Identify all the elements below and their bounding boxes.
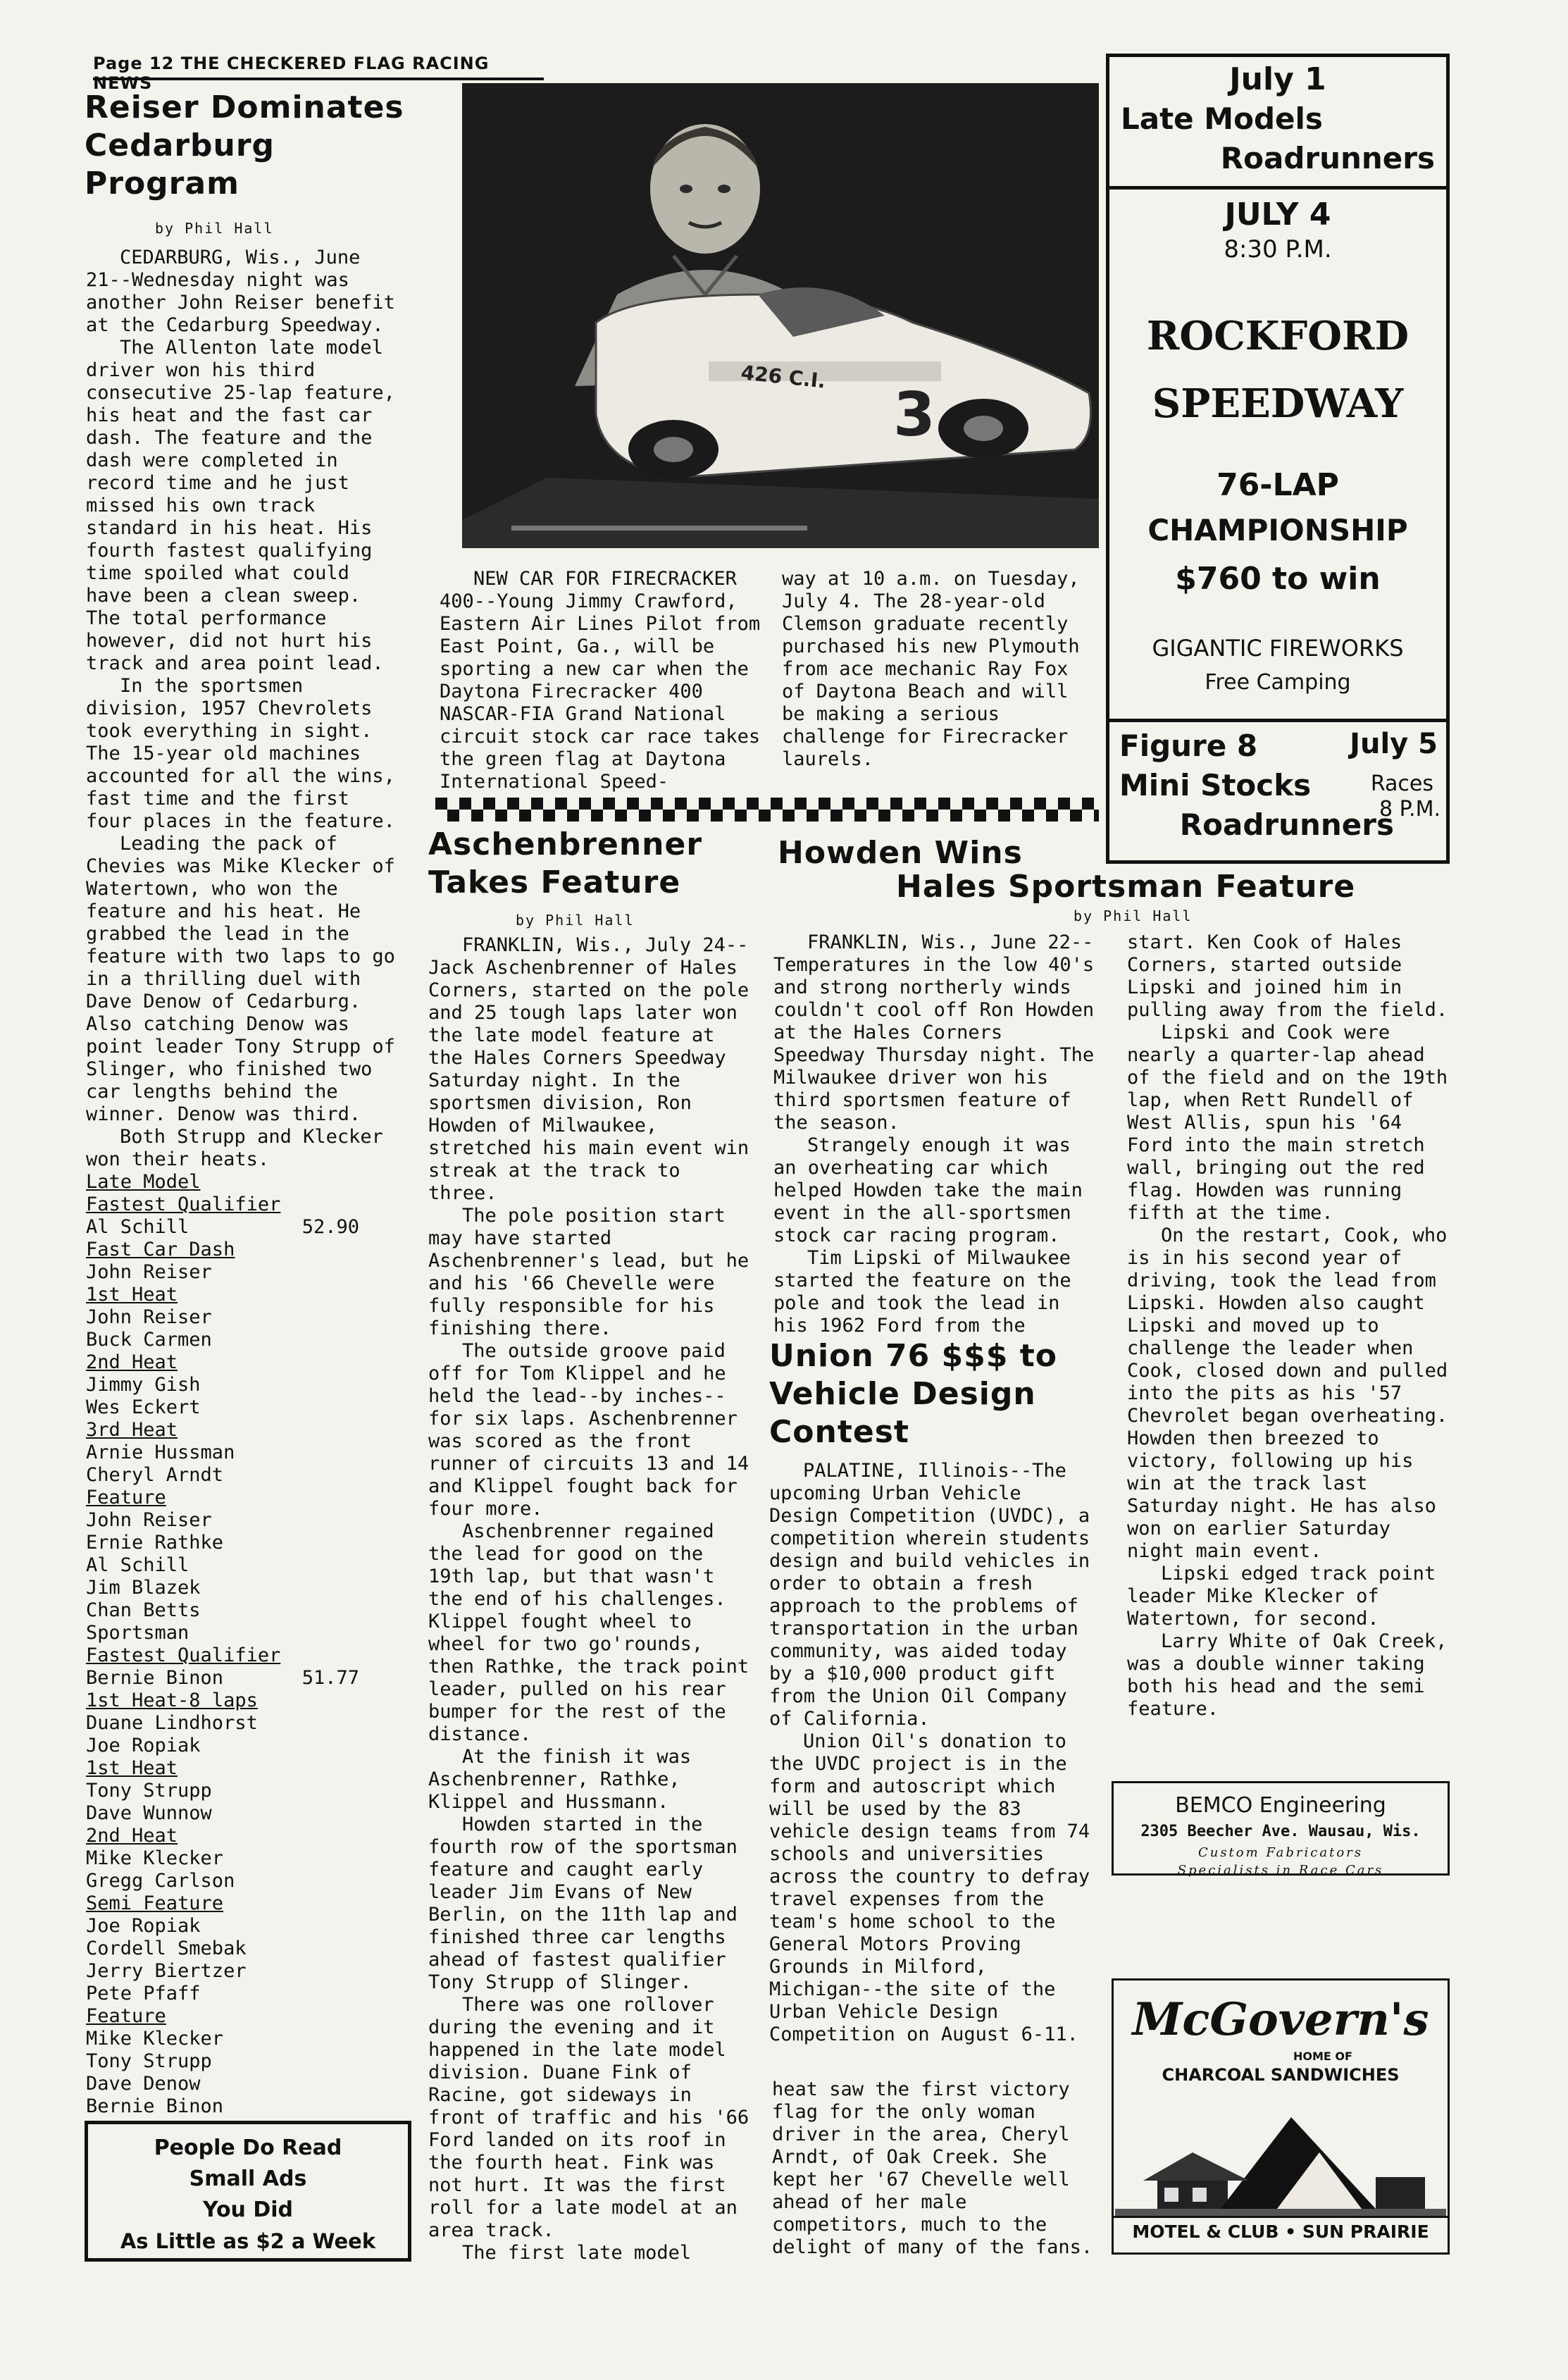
howden-para: Strangely enough it was an overheating car which helped Howden take the main event in the all-sportsmen stock car racing program.	[773, 1134, 1095, 1246]
result-row	[86, 1216, 382, 1239]
result-label: John Reiser	[86, 1509, 212, 1531]
aschenbrenner-para: There was one rollover during the evening and it happened in the late model division. Duane Fink of Racine, got sideways in front of traffic and his '66 Ford landed on its roof in the fourth heat. Fink was not hurt. It was the first roll for a late model at an area track.	[428, 1994, 761, 2241]
rockford-bottom-date: July 5	[1350, 728, 1438, 760]
aschenbrenner-para: Howden started in the fourth row of the sportsman feature and caught early leader Jim Evans of New Berlin, on the 11th lap and finished three car lengths ahead of fastest qualifier Tony Strupp of Slinger.	[428, 1814, 749, 1993]
result-label: Cheryl Arndt	[86, 1464, 224, 1486]
result-row	[86, 2050, 382, 2073]
result-label: Al Schill	[86, 1216, 189, 1238]
rockford-extra-1: GIGANTIC FIREWORKS	[1152, 635, 1404, 662]
result-row	[86, 1554, 382, 1577]
result-label: Jim Blazek	[86, 1577, 201, 1599]
result-row	[86, 1284, 382, 1306]
result-label: Bernie Binon	[86, 2095, 224, 2117]
result-row	[86, 1757, 382, 1780]
race-car-photo	[462, 83, 1099, 548]
result-row	[86, 2005, 382, 2028]
union76-article	[769, 1337, 1100, 2046]
reiser-para: The Allenton late model driver won his third consecutive 25-lap feature, his heat and the fast car dash. The feature and the dash were completed in record time and he just missed his own track standard in his heat. His fourth fastest qualifying time spoiled what could have been a clean sweep. The total performance however, did not hurt his track and area point lead.	[86, 337, 407, 674]
result-row	[86, 1644, 382, 1667]
howden-body-left	[773, 931, 1106, 1337]
rockford-bottom-races: Races	[1370, 771, 1433, 796]
motel-illustration	[1115, 2089, 1446, 2216]
small-ads-line-2: Small Ads	[189, 2167, 307, 2191]
rockford-top-line-2: Late Models	[1121, 101, 1323, 136]
bemco-line-1: Custom Fabricators	[1197, 1845, 1364, 1860]
result-row	[86, 1825, 382, 1847]
result-row	[86, 1194, 382, 1216]
result-label: 2nd Heat	[86, 1825, 178, 1847]
photo-caption-left	[440, 568, 772, 793]
mcgovern-name: McGovern's	[1132, 1993, 1429, 2046]
rockford-extra-2: Free Camping	[1205, 670, 1351, 695]
bemco-address: 2305 Beecher Ave. Wausau, Wis.	[1140, 1823, 1421, 1840]
bemco-name: BEMCO Engineering	[1175, 1793, 1386, 1818]
checkered-divider	[435, 798, 1099, 822]
howden-para: On the restart, Cook, who is in his second year of driving, took the lead from Lipski. Howden also caught Lipski and moved up to challenge the leader when Cook, closed down and pulled into the pits as his '57 Chevrolet began overheating. Howden then breezed to victory, following up his win at the track last Saturday night. He has also won on earlier Saturday night main event.	[1127, 1225, 1460, 1562]
result-label: Joe Ropiak	[86, 1915, 201, 1937]
car-engine-label: 426 C.I.	[740, 361, 827, 393]
result-label: Fastest Qualifier	[86, 1194, 281, 1215]
rockford-name-2: SPEEDWAY	[1152, 380, 1404, 427]
rockford-name-1: ROCKFORD	[1146, 313, 1410, 359]
result-time: 51.77	[301, 1667, 359, 1689]
howden-headline-2: Hales Sportsman Feature	[896, 869, 1356, 905]
rockford-bottom-panel	[1109, 722, 1446, 860]
result-row	[86, 1735, 382, 1757]
photo-illustration	[462, 83, 1099, 548]
mcgovern-sub-2: CHARCOAL SANDWICHES	[1162, 2065, 1400, 2085]
results-list	[86, 1171, 382, 2118]
small-ads-box	[85, 2121, 411, 2262]
result-row	[86, 1802, 382, 1825]
result-label: Wes Eckert	[86, 1396, 201, 1418]
rockford-time: 8:30 P.M.	[1224, 235, 1332, 264]
result-row	[86, 1419, 382, 1442]
photo-caption-right	[782, 568, 1099, 771]
rockford-bottom-time: 8 P.M.	[1379, 797, 1441, 822]
union76-headline-1: Union 76 $$$ to	[769, 1338, 1057, 1374]
howden-para: Lipski and Cook were nearly a quarter-lap ahead of the field and on the 19th lap, when Rett Rundell of West Allis, spun his '64 Ford into the main stretch wall, bringing out the red flag. Howden was running fifth at the time.	[1127, 1022, 1460, 1224]
result-label: Tony Strupp	[86, 2050, 212, 2072]
result-row	[86, 1239, 382, 1261]
result-label: Late Model	[86, 1171, 201, 1193]
result-time: 52.90	[301, 1216, 359, 1238]
result-label: 2nd Heat	[86, 1351, 178, 1373]
aschenbrenner-para: Aschenbrenner regained the lead for good on the 19th lap, but that wasn't the end of his challenges. Klippel fought wheel to wheel for two go'rounds, then Rathke, the track point leader, pulled on his rear bumper for the rest of the distance.	[428, 1520, 761, 1745]
reiser-article	[85, 89, 426, 2118]
reiser-para: Both Strupp and Klecker won their heats.	[86, 1126, 395, 1170]
result-row	[86, 1577, 382, 1599]
reiser-headline-1: Reiser Dominates	[85, 89, 404, 125]
reiser-para: In the sportsmen division, 1957 Chevrolets took everything in sight. The 15-year old machines accounted for all the wins, fast time and the first four places in the feature.	[86, 675, 407, 832]
howden-para: Lipski edged track point leader Mike Klecker of Watertown, for second.	[1127, 1563, 1448, 1630]
result-row	[86, 1960, 382, 1983]
result-row	[86, 1306, 382, 1329]
result-row	[86, 1870, 382, 1892]
result-row	[86, 1599, 382, 1622]
result-label: Mike Klecker	[86, 1847, 224, 1869]
result-label: 1st Heat	[86, 1757, 178, 1779]
howden-body-right	[1127, 931, 1460, 1721]
aschenbrenner-para: The outside groove paid off for Tom Klippel and he held the lead--by inches--for six laps. Aschenbrenner was scored as the front runner of circuits 13 and 14 and Klippel fought back for four more.	[428, 1340, 761, 1520]
result-label: Sportsman	[86, 1622, 189, 1644]
reiser-body	[86, 247, 407, 1171]
result-label: Semi Feature	[86, 1892, 224, 1914]
union76-para: PALATINE, Illinois--The upcoming Urban Vehicle Design Competition (UVDC), a competition wherein students design and build vehicles in order to obtain a fresh approach to the problems of transportation in the urban community, was aided today by a $10,000 product gift from the Union Oil Company of California.	[769, 1460, 1102, 1730]
result-row	[86, 1915, 382, 1938]
rockford-bottom-line-3: Roadrunners	[1179, 807, 1394, 842]
result-label: Dave Denow	[86, 2073, 201, 2095]
bemco-ad	[1112, 1781, 1450, 1876]
result-label: John Reiser	[86, 1261, 212, 1283]
result-label: Arnie Hussman	[86, 1442, 235, 1463]
aschenbrenner-article	[428, 826, 761, 2264]
rockford-date: JULY 4	[1224, 197, 1331, 233]
masthead-text: Page 12 THE CHECKERED FLAG RACING NEWS	[93, 54, 490, 93]
small-ads-line-4: As Little as $2 a Week	[120, 2229, 376, 2253]
result-label: Dave Wunnow	[86, 1802, 212, 1824]
result-row	[86, 1983, 382, 2005]
result-label: Jimmy Gish	[86, 1374, 201, 1396]
result-label: John Reiser	[86, 1306, 212, 1328]
result-row	[86, 1509, 382, 1532]
result-label: 3rd Heat	[86, 1419, 178, 1441]
result-label: Joe Ropiak	[86, 1735, 201, 1756]
rockford-prize: $760 to win	[1175, 561, 1381, 597]
result-row	[86, 1329, 382, 1351]
howden-para: FRANKLIN, Wis., June 22--Temperatures in the low 40's and strong northerly winds couldn't cool off Ron Howden at the Hales Corners Speedway Thursday night. The Milwaukee driver won his third sportsmen feature of the season.	[773, 931, 1106, 1134]
aschenbrenner-body	[428, 934, 761, 2264]
rockford-bottom-line-1: Figure 8	[1119, 729, 1258, 763]
result-label: Chan Betts	[86, 1599, 201, 1621]
result-row	[86, 1442, 382, 1464]
result-row	[86, 1622, 382, 1644]
result-label: Tony Strupp	[86, 1780, 212, 1802]
result-row	[86, 1892, 382, 1915]
result-label: Fastest Qualifier	[86, 1644, 281, 1666]
mcgovern-ad	[1112, 1978, 1450, 2255]
result-row	[86, 1847, 382, 1870]
howden-byline: by Phil Hall	[1074, 907, 1193, 924]
aschenbrenner-headline-2: Takes Feature	[428, 864, 681, 900]
result-row	[86, 2095, 382, 2118]
result-row	[86, 1351, 382, 1374]
howden-para: start. Ken Cook of Hales Corners, started outside Lipski and joined him in pulling away from the field.	[1127, 931, 1448, 1021]
rockford-main-panel	[1109, 190, 1446, 722]
result-label: Cordell Smebak	[86, 1938, 247, 1959]
aschenbrenner-para: The pole position start may have started Aschenbrenner's lead, but he and his '66 Chevelle were fully responsible for his finishing there.	[428, 1205, 761, 1339]
result-row	[86, 1171, 382, 1194]
result-label: Al Schill	[86, 1554, 189, 1576]
result-label: 1st Heat	[86, 1284, 178, 1306]
continued-para: heat saw the first victory flag for the only woman driver in the area, Cheryl Arndt, of Oak Creek. She kept her '67 Chevelle well ahead of her male competitors, much to the delight of many of the fans.	[772, 2078, 1093, 2258]
result-row	[86, 1464, 382, 1487]
continued-text	[772, 2078, 1096, 2259]
rockford-top-line-3: Roadrunners	[1220, 141, 1435, 175]
aschenbrenner-para: At the finish it was Aschenbrenner, Rathke, Klippel and Hussmann.	[428, 1746, 703, 1813]
result-label: Ernie Rathke	[86, 1532, 224, 1554]
bemco-line-2: Specialists in Race Cars	[1177, 1863, 1384, 1878]
result-label: Duane Lindhorst	[86, 1712, 258, 1734]
result-row	[86, 1712, 382, 1735]
result-label: Mike Klecker	[86, 2028, 224, 2050]
reiser-headline-2: Cedarburg Program	[85, 128, 275, 202]
howden-para: Larry White of Oak Creek, was a double winner taking both his head and the semi feature.	[1127, 1630, 1459, 1720]
car-number: 3	[893, 380, 935, 450]
result-label: 1st Heat-8 laps	[86, 1690, 258, 1711]
result-label: Gregg Carlson	[86, 1870, 235, 1892]
aschenbrenner-para: The first late model	[462, 2242, 692, 2264]
howden-para: Tim Lipski of Milwaukee started the feature on the pole and took the lead in his 1962 Ford from the	[773, 1247, 1083, 1337]
union76-headline-2: Vehicle Design	[769, 1376, 1036, 1412]
small-ads-line-1: People Do Read	[154, 2136, 342, 2160]
masthead	[93, 54, 544, 93]
result-row	[86, 1532, 382, 1554]
small-ads-line-3: You Did	[202, 2198, 294, 2222]
howden-headline-1: Howden Wins	[778, 835, 1023, 871]
result-row	[86, 2028, 382, 2050]
rockford-speedway-ad	[1106, 54, 1450, 864]
result-row	[86, 1938, 382, 1960]
result-label: Fast Car Dash	[86, 1239, 235, 1260]
result-row	[86, 1374, 382, 1396]
rockford-top-panel	[1109, 57, 1446, 190]
reiser-byline: by Phil Hall	[155, 220, 274, 237]
aschenbrenner-byline: by Phil Hall	[516, 912, 635, 929]
result-label: Feature	[86, 2005, 166, 2027]
result-row	[86, 2073, 382, 2095]
aschenbrenner-para: FRANKLIN, Wis., July 24--Jack Aschenbrenner of Hales Corners, started on the pole and 25 tough laps later won the late model feature at the Hales Corners Speedway Saturday night. In the sportsmen division, Ron Howden of Milwaukee, stretched his main event win streak at the track to three.	[428, 934, 761, 1204]
result-row	[86, 1690, 382, 1712]
result-row	[86, 1667, 382, 1690]
result-row	[86, 1261, 382, 1284]
union76-headline-3: Contest	[769, 1414, 909, 1450]
caption-right-text: way at 10 a.m. on Tuesday, July 4. The 28-year-old Clemson graduate recently purchased his new Plymouth from ace mechanic Ray Fox of Daytona Beach and will be making a serious challenge for Firecracker laurels.	[782, 568, 1091, 770]
result-label: Bernie Binon	[86, 1667, 224, 1689]
result-label: Pete Pfaff	[86, 1983, 201, 2004]
caption-left-text: NEW CAR FOR FIRECRACKER 400--Young Jimmy Crawford, Eastern Air Lines Pilot from East Point, Ga., will be sporting a new car when the Daytona Firecracker 400 NASCAR-FIA Grand National circuit stock car race takes the green flag at Daytona International Speed-	[440, 568, 772, 793]
rockford-event-2: CHAMPIONSHIP	[1147, 513, 1408, 547]
union76-para: Union Oil's donation to the UVDC project is in the form and autoscript which will be used by the 83 vehicle design teams from 74 schools and universities across the country to defray travel expenses from the team's home school to the General Motors Proving Grounds in Milford, Michigan--the site of the Urban Vehicle Design Competition on August 6-11.	[769, 1730, 1102, 2045]
result-row	[86, 1396, 382, 1419]
mcgovern-sub-1: HOME OF	[1293, 2050, 1352, 2063]
mcgovern-footer: MOTEL & CLUB • SUN PRAIRIE	[1114, 2216, 1448, 2246]
result-row	[86, 1487, 382, 1509]
rockford-top-date: July 1	[1229, 61, 1326, 97]
result-label: Jerry Biertzer	[86, 1960, 247, 1982]
union76-body	[769, 1460, 1102, 2046]
reiser-para: CEDARBURG, Wis., June 21--Wednesday night was another John Reiser benefit at the Cedarburg Speedway.	[86, 247, 407, 336]
result-label: Feature	[86, 1487, 166, 1508]
aschenbrenner-headline-1: Aschenbrenner	[428, 826, 703, 862]
reiser-para: Leading the pack of Chevies was Mike Klecker of Watertown, who won the feature and his heat. He grabbed the lead in the feature with two laps to go in a thrilling duel with Dave Denow of Cedarburg. Also catching Denow was point leader Tony Strupp of Slinger, who finished two car lengths behind the winner. Denow was third.	[86, 833, 407, 1125]
rockford-bottom-line-2: Mini Stocks	[1119, 768, 1312, 802]
rockford-event-1: 76-LAP	[1217, 467, 1339, 503]
result-label: Buck Carmen	[86, 1329, 212, 1351]
result-row	[86, 1780, 382, 1802]
